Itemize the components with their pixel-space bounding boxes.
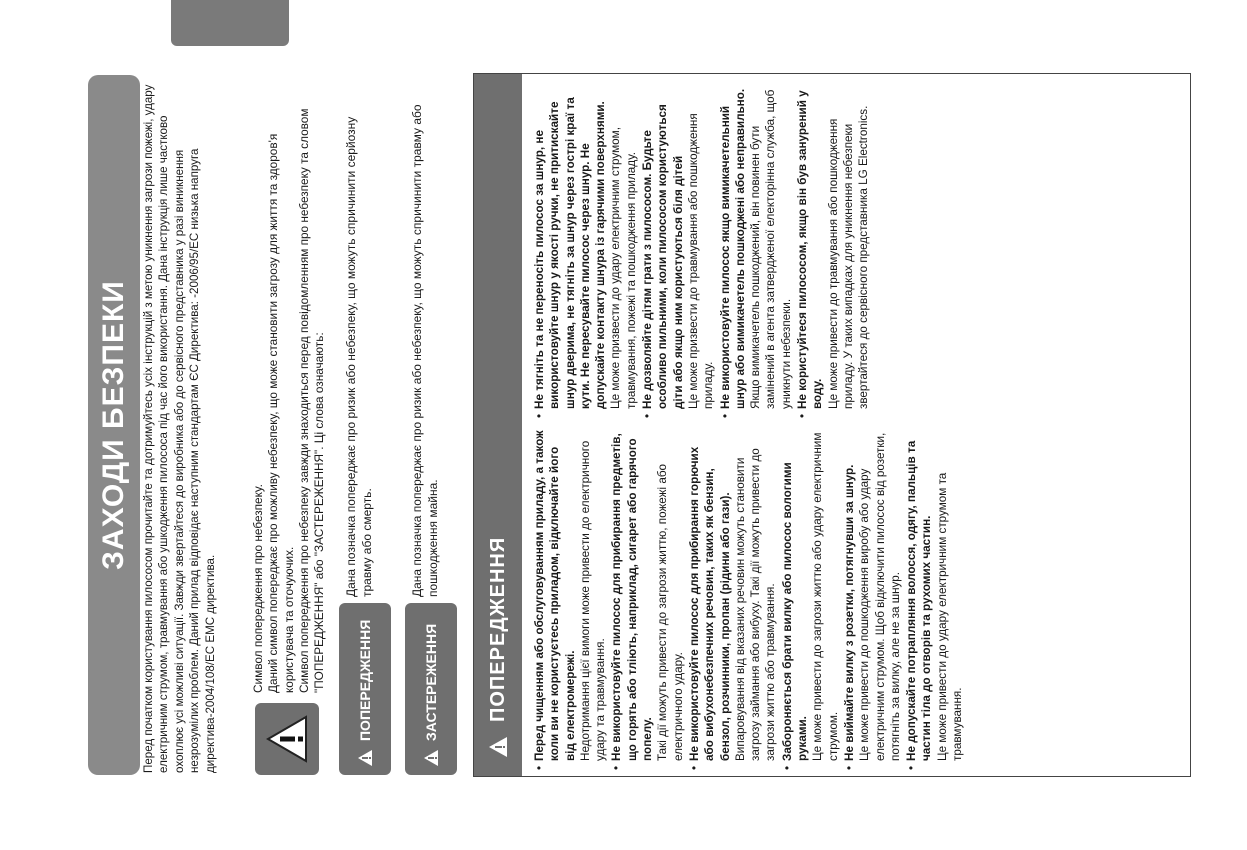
warning-label-row xyxy=(333,75,391,775)
list-item xyxy=(795,78,871,418)
item-description: Це може привести до загрози життю або удару електричним струмом. xyxy=(811,432,840,761)
warning-badge-label: ПОПЕРЕДЖЕННЯ xyxy=(357,619,373,741)
rotated-page xyxy=(83,75,1193,775)
warning-header-icon xyxy=(488,736,508,758)
item-heading: Не використовуйте пилосос для прибирання предметів, що горять або тліють, наприклад, сигарет або гарячого попелу. xyxy=(610,433,655,761)
warning-badge xyxy=(339,603,391,775)
intro-paragraph: Перед початком користування пилососом прочитайте та дотримуйтесь усіх інструкцій з метою уникнення загрози пожежі, удару електричним струмом, травмування або ушкодження пилососа під час його використання. Дана інструкція лише частково охоплює усі можливі ситуації. Завжди звертайтеся до виробника або до сервісного представника у разі виникнення незрозумілих проблем. Даний прилад відповідає наступним стандартам ЄС Директива: -2006/95/ЕС низька напруга директива-2004/108/ЕС EMC директива. xyxy=(142,84,217,773)
warning-triangle-icon xyxy=(255,703,319,775)
list-item xyxy=(532,78,639,418)
symbol-note-line: Даний символ попереджає про можливу небезпеку, що може становити загрозу для життя та здоров'я користувача та оточуючих. xyxy=(266,133,296,693)
list-item xyxy=(718,78,794,418)
list-item xyxy=(640,78,716,418)
page-title: ЗАХОДИ БЕЗПЕКИ xyxy=(88,75,140,775)
list-item xyxy=(842,430,903,770)
list-item xyxy=(609,430,685,770)
symbol-note-text xyxy=(251,75,327,693)
warning-column-left xyxy=(532,430,966,770)
item-description: Це може привести до удару електричним струмом та травмування. xyxy=(935,472,965,761)
item-heading: Не використовуйте пилосос для прибирання горючих або вибухонебезпечних речовин, таких як бензин, бензол, розчинники, пропан (рідини або гази). xyxy=(687,446,732,761)
item-heading: Не дозволяйте дітям грати з пилососом. Будьте особливо пильними, коли пилососом користуються діти або якщо ним користуються біля дітей xyxy=(641,104,685,409)
item-description: Недотримання цієї вимоги може привести до електричного удару та травмування. xyxy=(578,440,608,761)
item-description: Випаровування від вказаних речовин можуть становити загрозу займання або вибуху. Такі дії можуть привести до загрози життю або травмування. xyxy=(733,448,778,761)
symbol-note-line: Символ попередження про небезпеку завжди знаходиться перед повідомленням про небезпеку та словом "ПОПЕРЕДЖЕННЯ" або "ЗАСТЕРЕЖЕННЯ". Ці слова означають: xyxy=(296,108,327,693)
warning-small-icon xyxy=(357,749,373,767)
item-heading: Не використовуйте пилосос якщо вимикачетельний шнур або вимикачетель пошкоджені або неправильно. xyxy=(718,88,747,409)
caution-small-icon xyxy=(423,749,439,767)
item-description: Це може привести до травмування або пошкодження приладу. У таких випадках для уникнення небезпеки звертайтеся до сервісного представника LG Electronics. xyxy=(826,105,871,409)
page-tab xyxy=(171,0,289,46)
list-item xyxy=(780,430,841,770)
caution-label-row xyxy=(399,75,457,775)
item-heading: Не тягніть та не переносіть пилосос за шнур, не використовуйте шнур у якості ручки, не притискайте шнур дверима, не тягніть за шнур через гострі краї та кути. Не пересувайте пилосос через шнур. Не допускайте контакту шнура із гарячими поверхнями. xyxy=(533,97,608,409)
symbol-note-line: Символ попередження про небезпеку. xyxy=(251,484,265,693)
warning-label-text: Дана позначка попереджає про ризик або небезпеку, що можуть спричинити серйозну травму або смерть. xyxy=(344,116,374,597)
list-item xyxy=(904,430,965,770)
caution-badge-label: ЗАСТЕРЕЖЕННЯ xyxy=(423,623,439,741)
item-heading: Не виймайте вилку з розетки, потягнувши за шнур. xyxy=(842,464,856,761)
warning-panel xyxy=(473,73,1191,777)
item-description: Такі дії можуть привести до загрози життю, пожежі або електричного удару. xyxy=(656,463,685,761)
list-item xyxy=(532,430,608,770)
item-description: Якщо вимикачетель пошкоджений, він повинен бути замінений в агента затвердженої електорінна служба, щоб уникнути небезпеки. xyxy=(749,89,793,409)
item-heading: Не користуйтеся пилососом, якщо він був занурений у воду. xyxy=(796,90,825,409)
item-description: Це може призвести до удару електричним струмом, травмування, пожежі та пошкодження приладу. xyxy=(609,127,638,409)
caution-badge xyxy=(405,603,457,775)
item-heading: Не допускайте потрапляння волосся, одягу, пальців та частин тіла до отворів та рухомих частин. xyxy=(905,440,934,761)
item-heading: Перед чищенням або обслуговуванням приладу, а також коли ви не користуєтесь приладом, відключайте його від електромережі. xyxy=(533,430,577,761)
item-description: Це може привести до пошкодження виробу або удару електричним струмом. Щоб відключити пилосос від розетки, потягніть за вилку, але не за шнур. xyxy=(858,432,902,761)
warning-symbol-note xyxy=(251,75,327,775)
warning-panel-title: ПОПЕРЕДЖЕННЯ xyxy=(486,536,509,722)
warning-column-right xyxy=(532,78,873,418)
warning-panel-header xyxy=(474,74,522,776)
caution-label-text: Дана позначка попереджає про ризик або небезпеку, що можуть спричинити травму або пошкодження майна. xyxy=(410,104,440,597)
item-description: Це може призвести до травмування або пошкодження приладу. xyxy=(686,113,716,409)
item-heading: Забороняється брати вилку або пилосос вологими руками. xyxy=(780,462,810,761)
list-item xyxy=(687,430,779,770)
